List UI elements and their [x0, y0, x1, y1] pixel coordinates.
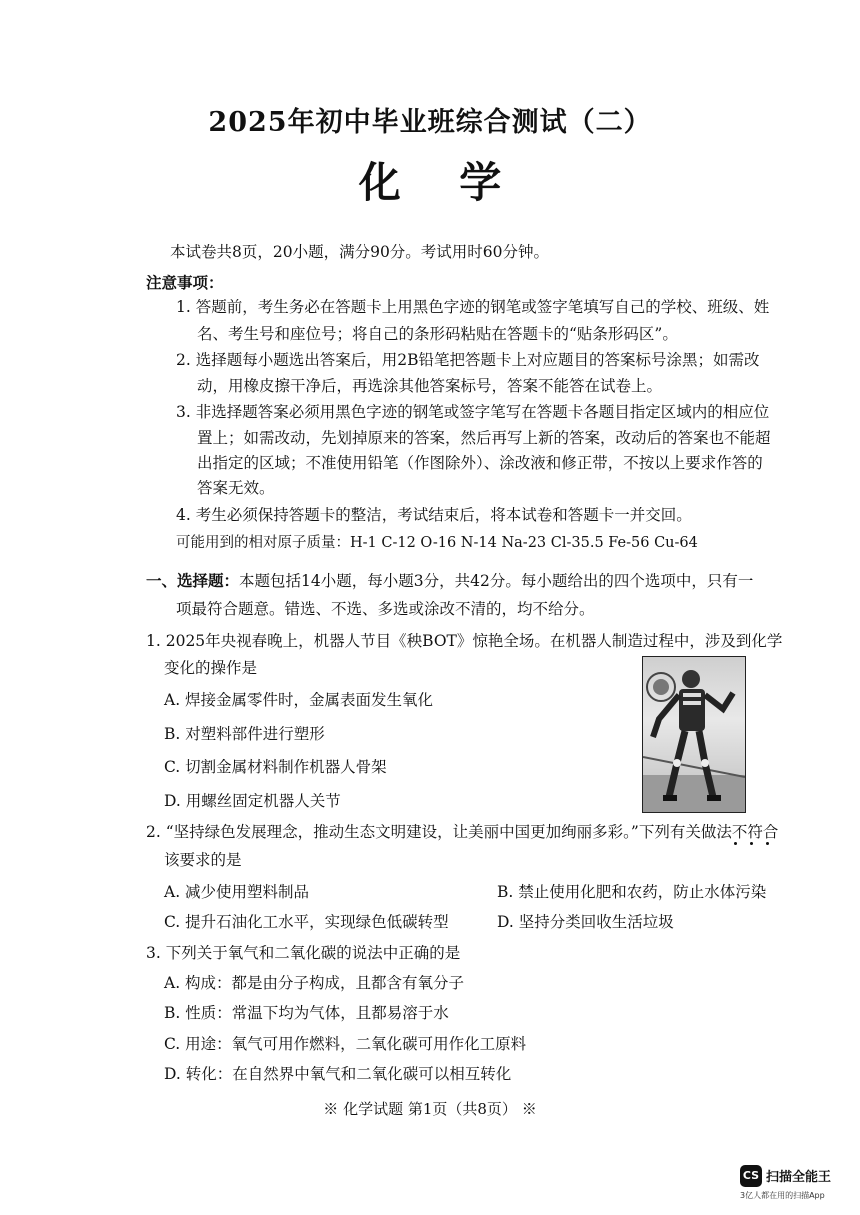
exam-title: 2025年初中毕业班综合测试（二） [208, 107, 652, 138]
q1-option-d: D. 用螺丝固定机器人关节 [164, 792, 341, 810]
note-line: 置上；如需改动，先划掉原来的答案，然后再写上新的答案，改动后的答案也不能超 [197, 429, 771, 447]
q2-option-c: C. 提升石油化工水平，实现绿色低碳转型 [164, 913, 449, 931]
q1-option-a: A. 焊接金属零件时，金属表面发生氧化 [164, 691, 434, 709]
note-line: 2. 选择题每小题选出答案后，用2B铅笔把答题卡上对应题目的答案标号涂黑；如需改 [176, 351, 760, 369]
section-instructions: 本题包括14小题，每小题3分，共42分。每小题给出的四个选项中，只有一 [239, 572, 754, 590]
question-1-stem: 1. 2025年央视春晚上，机器人节目《秧BOT》惊艳全场。在机器人制造过程中，涉及到化学 [146, 632, 783, 650]
emphasis-dot [766, 842, 769, 845]
camscanner-watermark [740, 1165, 850, 1205]
q3-option-b: B. 性质：常温下均为气体，且都易溶于水 [164, 1004, 449, 1022]
q1-option-c: C. 切割金属材料制作机器人骨架 [164, 758, 387, 776]
q3-option-c: C. 用途：氧气可用作燃料，二氧化碳可用作化工原料 [164, 1035, 527, 1053]
question-2-stem-cont: 该要求的是 [164, 851, 242, 869]
q1-option-b: B. 对塑料部件进行塑形 [164, 725, 325, 743]
note-line: 答案无效。 [197, 479, 275, 497]
note-line: 名、考生号和座位号；将自己的条形码粘贴在答题卡的“贴条形码区”。 [197, 325, 678, 343]
note-line: 4. 考生必须保持答题卡的整洁，考试结束后，将本试卷和答题卡一并交回。 [176, 506, 692, 524]
page-footer: ※ 化学试题 第1页（共8页） ※ [323, 1100, 537, 1118]
q3-option-d: D. 转化：在自然界中氧气和二氧化碳可以相互转化 [164, 1065, 512, 1083]
emphasis-dot [750, 842, 753, 845]
question-3-stem: 3. 下列关于氧气和二氧化碳的说法中正确的是 [146, 944, 461, 962]
question-2-stem: 2. “坚持绿色发展理念，推动生态文明建设，让美丽中国更加绚丽多彩。”下列有关做法不符合 [146, 823, 779, 841]
robot-dance-photo [642, 656, 746, 813]
section-heading: 一、选择题： [146, 571, 240, 590]
q2-option-a: A. 减少使用塑料制品 [164, 883, 310, 901]
question-1-stem-cont: 变化的操作是 [164, 659, 258, 677]
subject-title: 化 学 [358, 158, 524, 207]
atomic-mass-line: 可能用到的相对原子质量：H-1 C-12 O-16 N-14 Na-23 Cl-35.5 Fe-56 Cu-64 [176, 535, 698, 551]
q2-option-d: D. 坚持分类回收生活垃圾 [497, 913, 674, 931]
camscanner-tagline: 3亿人都在用的扫描App [740, 1191, 825, 1200]
note-line: 动，用橡皮擦干净后，再选涂其他答案标号，答案不能答在试卷上。 [197, 377, 663, 395]
q2-option-b: B. 禁止使用化肥和农药，防止水体污染 [497, 883, 767, 901]
q3-option-a: A. 构成：都是由分子构成，且都含有氧分子 [164, 974, 465, 992]
emphasis-dot [734, 842, 737, 845]
notes-heading: 注意事项： [146, 273, 224, 292]
note-line: 3. 非选择题答案必须用黑色字迹的钢笔或签字笔写在答题卡各题目指定区域内的相应位 [176, 403, 770, 421]
robot-figure-icon [643, 657, 745, 812]
exam-intro: 本试卷共8页，20小题，满分90分。考试用时60分钟。 [170, 243, 550, 261]
camscanner-logo-icon: CS [740, 1165, 762, 1187]
note-line: 出指定的区域；不准使用铅笔（作图除外）、涂改液和修正带，不按以上要求作答的 [197, 454, 763, 472]
section-instructions-cont: 项最符合题意。错选、不选、多选或涂改不清的，均不给分。 [176, 600, 595, 618]
camscanner-name: 扫描全能王 [766, 1170, 832, 1185]
note-line: 1. 答题前，考生务必在答题卡上用黑色字迹的钢笔或签字笔填写自己的学校、班级、姓 [176, 298, 770, 316]
